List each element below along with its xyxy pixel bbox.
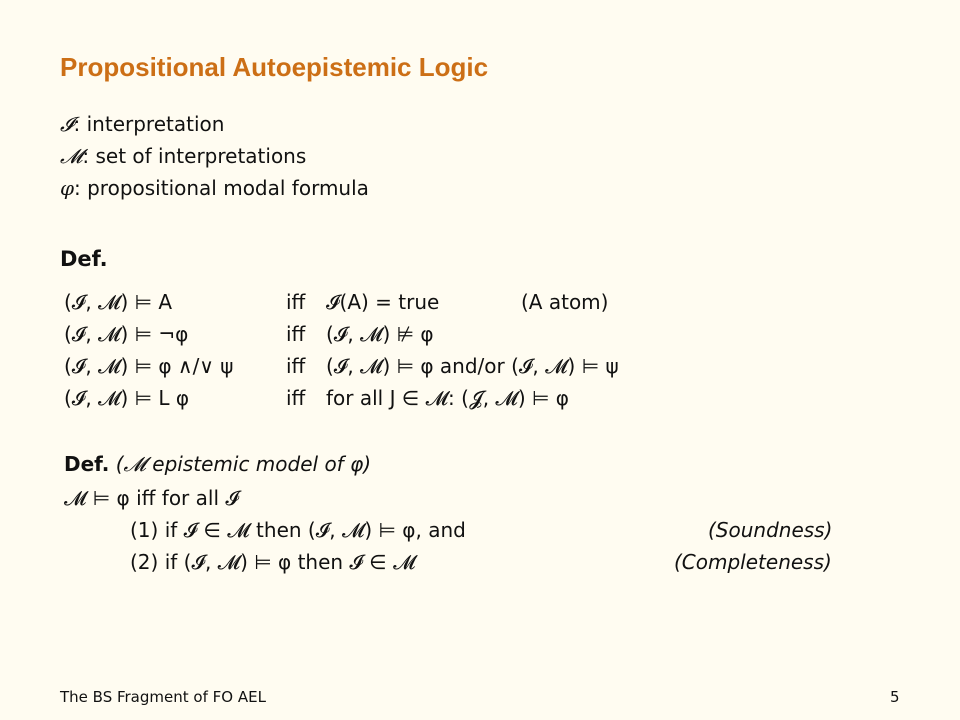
intro-text: : propositional modal formula: [74, 176, 369, 200]
rule-lhs: (𝓘, 𝓜) ⊨ L φ: [64, 386, 190, 410]
rule-lhs: (𝓘, 𝓜) ⊨ ¬φ: [64, 322, 189, 346]
def2-item2: (2) if (𝓘, 𝓜) ⊨ φ then 𝓘 ∈ 𝓜: [130, 550, 416, 574]
rule-iff: iff: [286, 354, 306, 378]
rule-rhs: (𝓘, 𝓜) ⊨ φ and/or (𝓘, 𝓜) ⊨ ψ: [326, 354, 619, 378]
def2-heading: Def.: [64, 452, 110, 476]
rule-iff: iff: [286, 322, 306, 346]
intro-symbol: 𝓜: [60, 144, 83, 168]
rule-rhs: (𝓘, 𝓜) ⊭ φ: [326, 322, 434, 346]
slide-title: Propositional Autoepistemic Logic: [60, 52, 489, 82]
intro-text: : set of interpretations: [82, 144, 307, 168]
intro-line-set: [60, 144, 306, 168]
def2-item2-tag: (Completeness): [674, 550, 832, 574]
page-number: 5: [890, 688, 900, 706]
def-heading: Def.: [60, 247, 108, 271]
def2-item1-tag: (Soundness): [708, 518, 833, 542]
def2-line1: 𝓜 ⊨ φ iff for all 𝓘: [64, 486, 239, 510]
rule-lhs: (𝓘, 𝓜) ⊨ φ ∧/∨ ψ: [64, 354, 234, 378]
def2-heading-line: [64, 452, 371, 476]
def2-item1: (1) if 𝓘 ∈ 𝓜 then (𝓘, 𝓜) ⊨ φ, and: [130, 518, 466, 542]
intro-line-interpretation: [60, 112, 224, 136]
rule-iff: iff: [286, 290, 306, 314]
footer-title: The BS Fragment of FO AEL: [60, 688, 266, 706]
rule-rhs: for all J ∈ 𝓜: (𝓙, 𝓜) ⊨ φ: [326, 386, 569, 410]
intro-symbol: 𝓘: [60, 112, 74, 136]
rule-rhs: 𝓘(A) = true: [326, 290, 440, 314]
rule-lhs: (𝓘, 𝓜) ⊨ A: [64, 290, 173, 314]
rule-iff: iff: [286, 386, 306, 410]
intro-text: : interpretation: [73, 112, 225, 136]
rule-note: (A atom): [521, 290, 609, 314]
intro-symbol: φ: [60, 176, 75, 200]
intro-line-formula: [60, 176, 369, 200]
def2-caption: (𝓜 epistemic model of φ): [115, 452, 372, 476]
